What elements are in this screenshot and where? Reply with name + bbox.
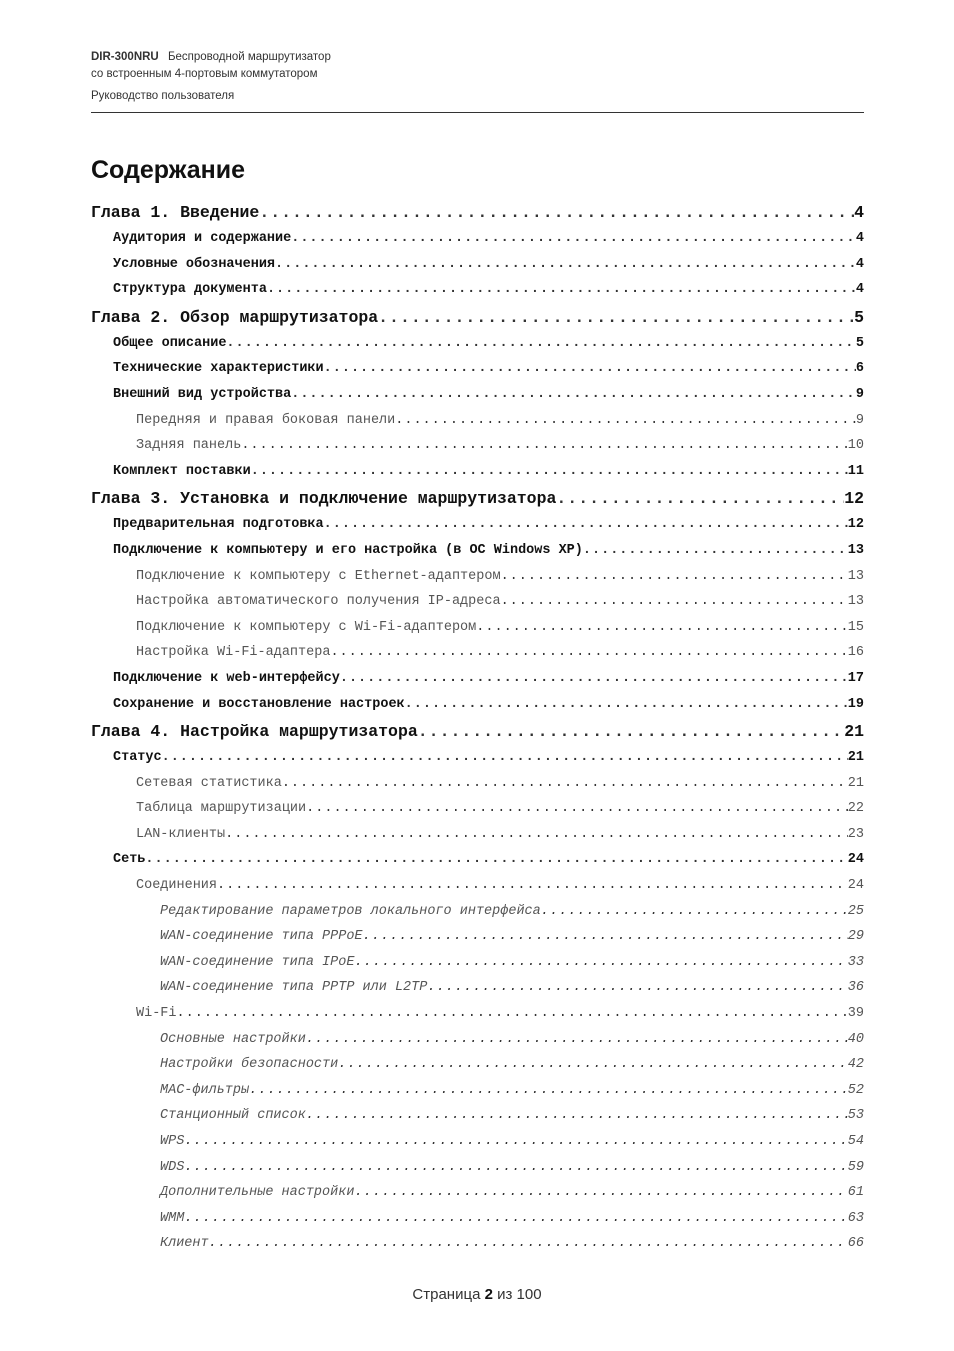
header-title-line xyxy=(91,49,864,66)
toc-entry-page: 66 xyxy=(847,1236,864,1252)
toc-entry-label: Клиент xyxy=(160,1236,209,1252)
toc-entry-page: 21 xyxy=(844,722,864,742)
toc-entry-page: 4 xyxy=(855,282,864,298)
toc-leader-dots xyxy=(405,692,848,718)
toc-entry-page: 40 xyxy=(847,1031,864,1047)
toc-leader-dots xyxy=(476,615,848,641)
toc-leader-dots xyxy=(583,538,848,564)
toc-entry-label: Статус xyxy=(113,750,162,766)
toc-entry-page: 33 xyxy=(847,954,864,970)
toc-leader-dots xyxy=(241,433,847,459)
toc-entry[interactable] xyxy=(91,252,864,278)
toc-entry-page: 13 xyxy=(847,594,864,610)
toc-entry-page: 4 xyxy=(855,256,864,272)
toc-leader-dots xyxy=(306,796,848,822)
toc-entry-label: Wi-Fi xyxy=(136,1006,177,1022)
toc-entry-label: WDS xyxy=(160,1159,185,1175)
toc-entry-label: WAN-соединение типа PPTP или L2TP xyxy=(160,980,428,996)
toc-entry[interactable] xyxy=(91,692,864,718)
toc-leader-dots xyxy=(330,640,847,666)
header-model: DIR-300NRU xyxy=(91,51,159,63)
toc-entry-label: Комплект поставки xyxy=(113,463,251,479)
toc-entry-label: Подключение к компьютеру с Ethernet-адаптером xyxy=(136,568,501,584)
toc-leader-dots xyxy=(275,252,856,278)
toc-entry[interactable] xyxy=(91,822,864,848)
toc-leader-dots xyxy=(354,1180,847,1206)
toc-leader-dots xyxy=(291,226,856,252)
toc-entry-label: Сеть xyxy=(113,852,146,868)
toc-entry-label: Настройки безопасности xyxy=(160,1057,339,1073)
toc-entry-page: 6 xyxy=(855,361,864,377)
toc-entry-page: 59 xyxy=(847,1159,864,1175)
toc-entry-page: 63 xyxy=(847,1210,864,1226)
toc-entry[interactable] xyxy=(91,975,864,1001)
toc-leader-dots xyxy=(363,924,848,950)
toc-entry-page: 16 xyxy=(847,645,864,661)
toc-entry-label: Подключение к web-интерфейсу xyxy=(113,670,340,686)
toc-entry-page: 25 xyxy=(847,903,864,919)
toc-entry[interactable] xyxy=(91,512,864,538)
toc-entry-label: WPS xyxy=(160,1134,185,1149)
toc-entry-label: Глава 4. Настройка маршрутизатора xyxy=(91,722,418,742)
toc-leader-dots xyxy=(282,771,848,797)
toc-leader-dots xyxy=(338,1052,848,1078)
toc-leader-dots xyxy=(259,200,854,226)
toc-entry-label: MAC-фильтры xyxy=(160,1082,250,1098)
footer-total-pages: 100 xyxy=(516,1286,542,1303)
toc-entry[interactable] xyxy=(91,1078,864,1104)
toc-entry[interactable] xyxy=(91,615,864,641)
toc-entry-label: Внешний вид устройства xyxy=(113,386,292,402)
toc-entry-page: 13 xyxy=(847,542,864,558)
toc-entry[interactable] xyxy=(91,666,864,692)
footer-current-page: 2 xyxy=(484,1286,493,1303)
toc-entry[interactable] xyxy=(91,538,864,564)
toc-entry-page: 5 xyxy=(854,307,864,327)
toc-entry[interactable] xyxy=(91,226,864,252)
toc-entry[interactable] xyxy=(91,1231,864,1257)
toc-entry[interactable] xyxy=(91,1206,864,1232)
toc-leader-dots xyxy=(184,1129,847,1155)
toc-leader-dots xyxy=(501,564,848,590)
toc-entry-page: 21 xyxy=(847,750,864,766)
toc-entry[interactable] xyxy=(91,277,864,303)
toc-entry[interactable] xyxy=(91,589,864,615)
toc-entry-label: Технические характеристики xyxy=(113,361,324,377)
toc-entry-page: 10 xyxy=(847,438,864,454)
toc-entry-page: 42 xyxy=(847,1057,864,1073)
toc-leader-dots xyxy=(501,589,848,615)
toc-entry-label: WAN-соединение типа IPoE xyxy=(160,954,355,970)
toc-entry-page: 11 xyxy=(847,463,864,479)
toc-entry-page: 4 xyxy=(854,203,864,222)
toc-leader-dots xyxy=(324,356,856,382)
toc-entry-page: 61 xyxy=(847,1185,864,1201)
toc-entry-label: Аудитория и содержание xyxy=(113,231,292,246)
toc-entry-page: 24 xyxy=(847,852,864,868)
toc-entry-label: Задняя панель xyxy=(136,438,242,454)
toc-leader-dots xyxy=(145,847,847,873)
toc-entry-page: 29 xyxy=(847,929,864,945)
toc-leader-dots xyxy=(340,666,848,692)
toc-leader-dots xyxy=(226,331,855,357)
toc-leader-dots xyxy=(209,1231,848,1257)
toc-entry-page: 12 xyxy=(844,489,864,509)
toc-leader-dots xyxy=(306,1027,848,1053)
toc-entry-page: 36 xyxy=(847,980,864,996)
toc-leader-dots xyxy=(184,1206,847,1232)
toc-entry[interactable] xyxy=(91,1052,864,1078)
toc-leader-dots xyxy=(556,486,844,512)
toc-entry[interactable] xyxy=(91,1001,864,1027)
toc-entry[interactable] xyxy=(91,873,864,899)
toc-entry-label: Общее описание xyxy=(113,335,227,351)
header-product-line1: Беспроводной маршрутизатор xyxy=(167,51,331,63)
toc-entry-page: 24 xyxy=(847,878,864,894)
toc-leader-dots xyxy=(395,408,856,434)
toc-entry-page: 19 xyxy=(847,696,864,712)
toc-entry-page: 21 xyxy=(847,775,864,791)
toc-entry[interactable] xyxy=(91,1155,864,1181)
toc-entry[interactable] xyxy=(91,847,864,873)
toc-leader-dots xyxy=(225,822,848,848)
toc-entry-label: Настройка Wi-Fi-адаптера xyxy=(136,645,331,661)
toc-entry-label: Глава 1. Введение xyxy=(91,203,260,222)
toc-entry[interactable] xyxy=(91,433,864,459)
toc-entry-label: Дополнительные настройки xyxy=(160,1185,355,1201)
toc-entry[interactable] xyxy=(91,1103,864,1129)
header-product-line2: со встроенным 4-портовым коммутатором xyxy=(91,68,318,80)
toc-entry-label: Соединения xyxy=(136,878,218,894)
toc-entry-page: 54 xyxy=(847,1134,864,1149)
toc-leader-dots xyxy=(249,1078,848,1104)
toc-entry-page: 9 xyxy=(855,386,864,402)
toc-leader-dots xyxy=(541,899,848,925)
toc-entry-page: 39 xyxy=(847,1006,864,1022)
page-title: Содержание xyxy=(91,156,246,184)
toc-entry-page: 52 xyxy=(847,1082,864,1098)
toc-leader-dots xyxy=(306,1103,848,1129)
page-header xyxy=(91,49,864,105)
toc-entry[interactable] xyxy=(91,1180,864,1206)
toc-entry[interactable] xyxy=(91,305,864,331)
footer-prefix: Страница xyxy=(412,1286,481,1303)
toc-entry[interactable] xyxy=(91,356,864,382)
toc-entry-label: Глава 2. Обзор маршрутизатора xyxy=(91,307,379,327)
toc-entry-page: 13 xyxy=(847,568,864,584)
toc-entry[interactable] xyxy=(91,640,864,666)
toc-entry[interactable] xyxy=(91,1027,864,1053)
header-guide: Руководство пользователя xyxy=(91,90,235,102)
toc-entry-page: 5 xyxy=(855,335,864,351)
toc-entry[interactable] xyxy=(91,771,864,797)
toc-entry[interactable] xyxy=(91,950,864,976)
toc-entry[interactable] xyxy=(91,331,864,357)
toc-entry[interactable] xyxy=(91,899,864,925)
toc-entry[interactable] xyxy=(91,486,864,512)
toc-entry[interactable] xyxy=(91,719,864,745)
toc-entry-page: 22 xyxy=(847,801,864,817)
toc-entry-page: 23 xyxy=(847,826,864,842)
toc-entry-label: WMM xyxy=(160,1210,185,1226)
toc-entry-label: Сохранение и восстановление настроек xyxy=(113,696,405,712)
toc-entry[interactable] xyxy=(91,200,864,226)
toc-entry-label: Структура документа xyxy=(113,282,267,298)
toc-entry-label: LAN-клиенты xyxy=(136,826,226,842)
header-divider xyxy=(91,112,864,113)
toc-entry[interactable] xyxy=(91,382,864,408)
toc-leader-dots xyxy=(418,719,844,745)
toc-leader-dots xyxy=(251,459,848,485)
toc-entry[interactable] xyxy=(91,459,864,485)
toc-entry[interactable] xyxy=(91,796,864,822)
toc-entry-label: Основные настройки xyxy=(160,1031,306,1047)
toc-entry-label: Таблица маршрутизации xyxy=(136,801,307,817)
toc-entry[interactable] xyxy=(91,408,864,434)
toc-leader-dots xyxy=(177,1001,848,1027)
toc-leader-dots xyxy=(427,975,847,1001)
toc-entry[interactable] xyxy=(91,745,864,771)
toc-entry-label: Редактирование параметров локального интерфейса xyxy=(160,903,541,919)
toc-entry-label: WAN-соединение типа PPPoE xyxy=(160,929,363,945)
toc-leader-dots xyxy=(217,873,848,899)
toc-leader-dots xyxy=(184,1155,847,1181)
toc-leader-dots xyxy=(291,382,856,408)
toc-entry-label: Глава 3. Установка и подключение маршрутизатора xyxy=(91,489,557,509)
toc-entry-label: Предварительная подготовка xyxy=(113,517,324,533)
toc-entry-page: 15 xyxy=(847,619,864,635)
toc-leader-dots xyxy=(354,950,847,976)
toc-entry[interactable] xyxy=(91,564,864,590)
toc-leader-dots xyxy=(162,745,848,771)
toc-entry-label: Подключение к компьютеру и его настройка (в ОС Windows XP) xyxy=(113,542,583,558)
toc-leader-dots xyxy=(267,277,856,303)
toc-entry-label: Передняя и правая боковая панели xyxy=(136,412,396,428)
toc-entry-label: Подключение к компьютеру с Wi-Fi-адаптером xyxy=(136,619,477,635)
footer-middle: из xyxy=(497,1286,513,1303)
toc-entry-page: 4 xyxy=(855,231,864,246)
toc-entry-label: Настройка автоматического получения IP-адреса xyxy=(136,594,501,610)
toc-leader-dots xyxy=(324,512,848,538)
table-of-contents xyxy=(91,198,864,1257)
toc-entry-label: Сетевая статистика xyxy=(136,775,282,791)
toc-entry[interactable] xyxy=(91,1129,864,1155)
toc-entry-page: 53 xyxy=(847,1108,864,1124)
toc-entry-page: 12 xyxy=(847,517,864,533)
page-footer xyxy=(0,1286,954,1303)
toc-entry[interactable] xyxy=(91,924,864,950)
toc-entry-page: 17 xyxy=(847,670,864,686)
toc-leader-dots xyxy=(378,305,854,331)
toc-entry-label: Станционный список xyxy=(160,1108,306,1124)
toc-entry-page: 9 xyxy=(855,412,864,428)
toc-entry-label: Условные обозначения xyxy=(113,256,276,272)
